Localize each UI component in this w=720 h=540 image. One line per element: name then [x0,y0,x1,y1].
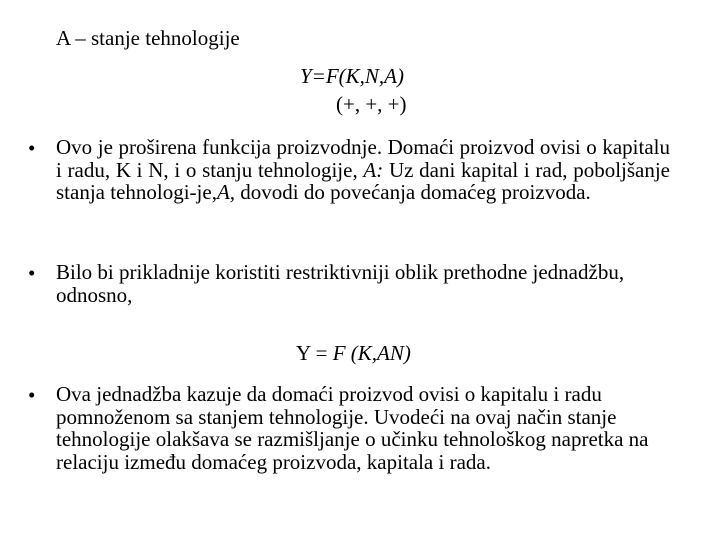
paragraph-restrictive-form: Bilo bi prikladnije koristiti restriktivniji oblik prethodne jednadžbu, odnosno, [56,260,625,307]
bullet-2: • [28,261,36,285]
paragraph-1-var-a-2: A, [216,180,236,204]
restricted-function-formula [296,341,411,365]
bullet-1: • [28,136,36,160]
bullet-3: • [28,383,36,407]
formula-lhs: Y = [296,341,333,365]
production-function-formula: Y=F(K,N,A) [300,64,405,88]
heading: A – stanje tehnologije [56,26,240,50]
production-function-signs: (+, +, +) [336,92,407,116]
paragraph-1-text-a: Ovo je proširena funkcija proizvodnje. Domaći proizvod ovisi o kapitalu i radu, K i N, i o stanju tehnologije, [56,135,670,182]
paragraph-extended-function [56,136,670,204]
paragraph-1-text-b: Uz dani kapital i rad, poboljšanje stanja tehnologi-je, [56,157,671,204]
paragraph-1-var-a: A: [363,157,384,182]
formula-rhs: F (K,AN) [332,341,411,365]
paragraph-1-text-c: dovodi do povećanja domaćeg proizvoda. [240,180,591,204]
paragraph-interpretation: Ova jednadžba kazuje da domaći proizvod ovisi o kapitalu i radu pomnoženom sa stanjem tehnologije. Uvodeći na ovaj način stanje tehnologije olakšava se razmišljanje o učinku tehnološkog napretka na relaciju između domaćeg proizvoda, kapitala i rada. [56,382,649,474]
